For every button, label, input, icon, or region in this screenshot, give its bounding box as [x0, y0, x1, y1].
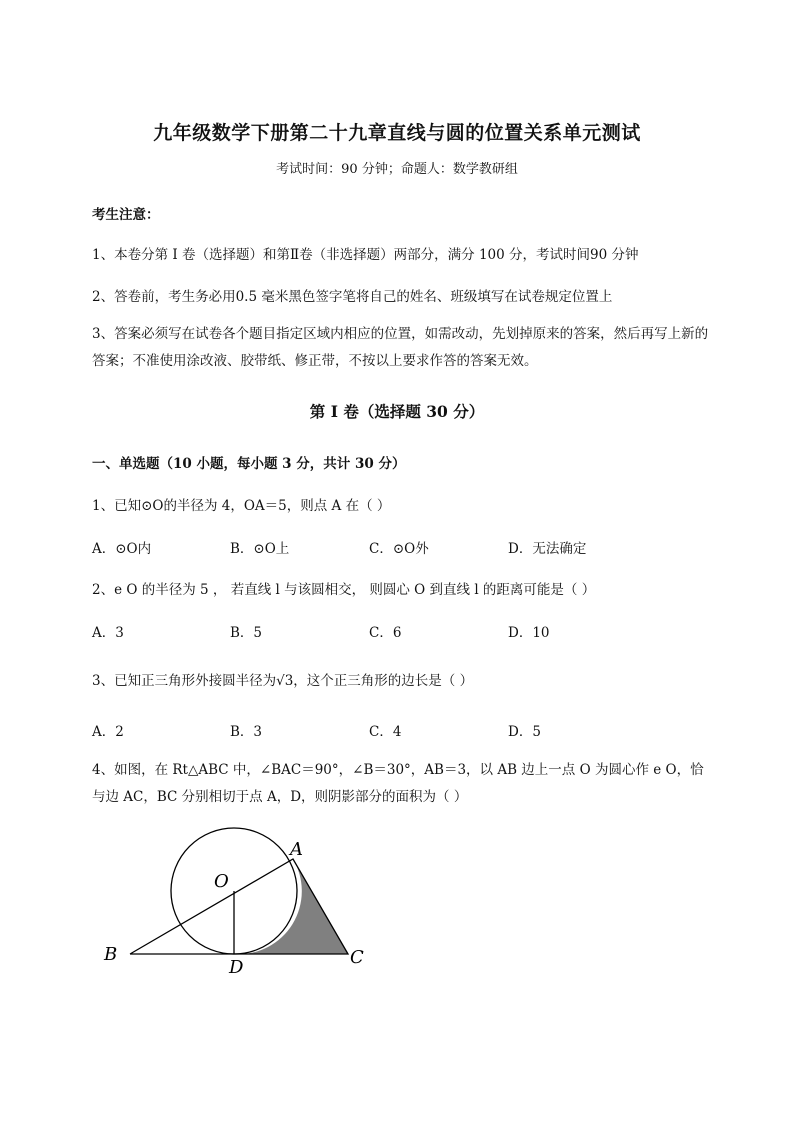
question-2-option-a[interactable]: A．3 — [92, 625, 124, 641]
exam-title: 九年级数学下册第二十九章直线与圆的位置关系单元测试 — [153, 122, 641, 144]
geometry-figure — [90, 825, 390, 985]
question-3-option-c[interactable]: C．4 — [369, 724, 402, 740]
question-1-option-a[interactable]: A．⊙O内 — [92, 541, 152, 557]
question-2-option-b[interactable]: B．5 — [230, 625, 263, 641]
label-d: D — [229, 957, 244, 978]
shaded-region — [235, 859, 348, 954]
question-2-option-c[interactable]: C．6 — [369, 625, 402, 641]
label-o: O — [214, 871, 229, 892]
exam-subtitle: 考试时间：90 分钟；命题人：数学教研组 — [276, 162, 518, 177]
section-title: 第 I 卷（选择题 30 分） — [309, 402, 485, 421]
notice-heading: 考生注意： — [92, 207, 160, 223]
label-a: A — [290, 839, 303, 860]
question-2-stem: 2、e O 的半径为 5 ， 若直线 l 与该圆相交， 则圆心 O 到直线 l 的距离可能是（ ） — [92, 582, 596, 598]
question-2-option-d[interactable]: D．10 — [508, 625, 550, 641]
notice-item-1: 1、本卷分第 I 卷（选择题）和第Ⅱ卷（非选择题）两部分，满分 100 分，考试时间90 分钟 — [92, 247, 639, 263]
label-b: B — [104, 944, 118, 965]
question-1-option-c[interactable]: C．⊙O外 — [369, 541, 429, 557]
question-4-stem: 4、如图，在 Rt△ABC 中，∠BAC＝90°，∠B＝30°，AB＝3，以 AB 边上一点 O 为圆心作 e O，恰与边 AC，BC 分别相切于点 A，D，则阴影部分的面积为（ ） — [92, 762, 704, 805]
notice-item-2: 2、答卷前，考生务必用0.5 毫米黑色签字笔将自己的姓名、班级填写在试卷规定位置上 — [92, 289, 613, 305]
notice-item-3: 3、答案必须写在试卷各个题目指定区域内相应的位置，如需改动，先划掉原来的答案，然后再写上新的答案；不准使用涂改液、胶带纸、修正带，不按以上要求作答的答案无效。 — [92, 326, 709, 369]
question-3-option-a[interactable]: A．2 — [92, 724, 124, 740]
question-3-option-d[interactable]: D．5 — [508, 724, 541, 740]
question-3-stem: 3、已知正三角形外接圆半径为√3，这个正三角形的边长是（ ） — [92, 673, 474, 689]
label-c: C — [350, 947, 364, 968]
question-1-stem: 1、已知⊙O的半径为 4，OA＝5，则点 A 在（ ） — [92, 498, 391, 514]
question-1-option-b[interactable]: B．⊙O上 — [230, 541, 290, 557]
question-1-option-d[interactable]: D．无法确定 — [508, 541, 587, 557]
part-title: 一、单选题（10 小题，每小题 3 分，共计 30 分） — [92, 456, 406, 472]
question-3-option-b[interactable]: B．3 — [230, 724, 263, 740]
